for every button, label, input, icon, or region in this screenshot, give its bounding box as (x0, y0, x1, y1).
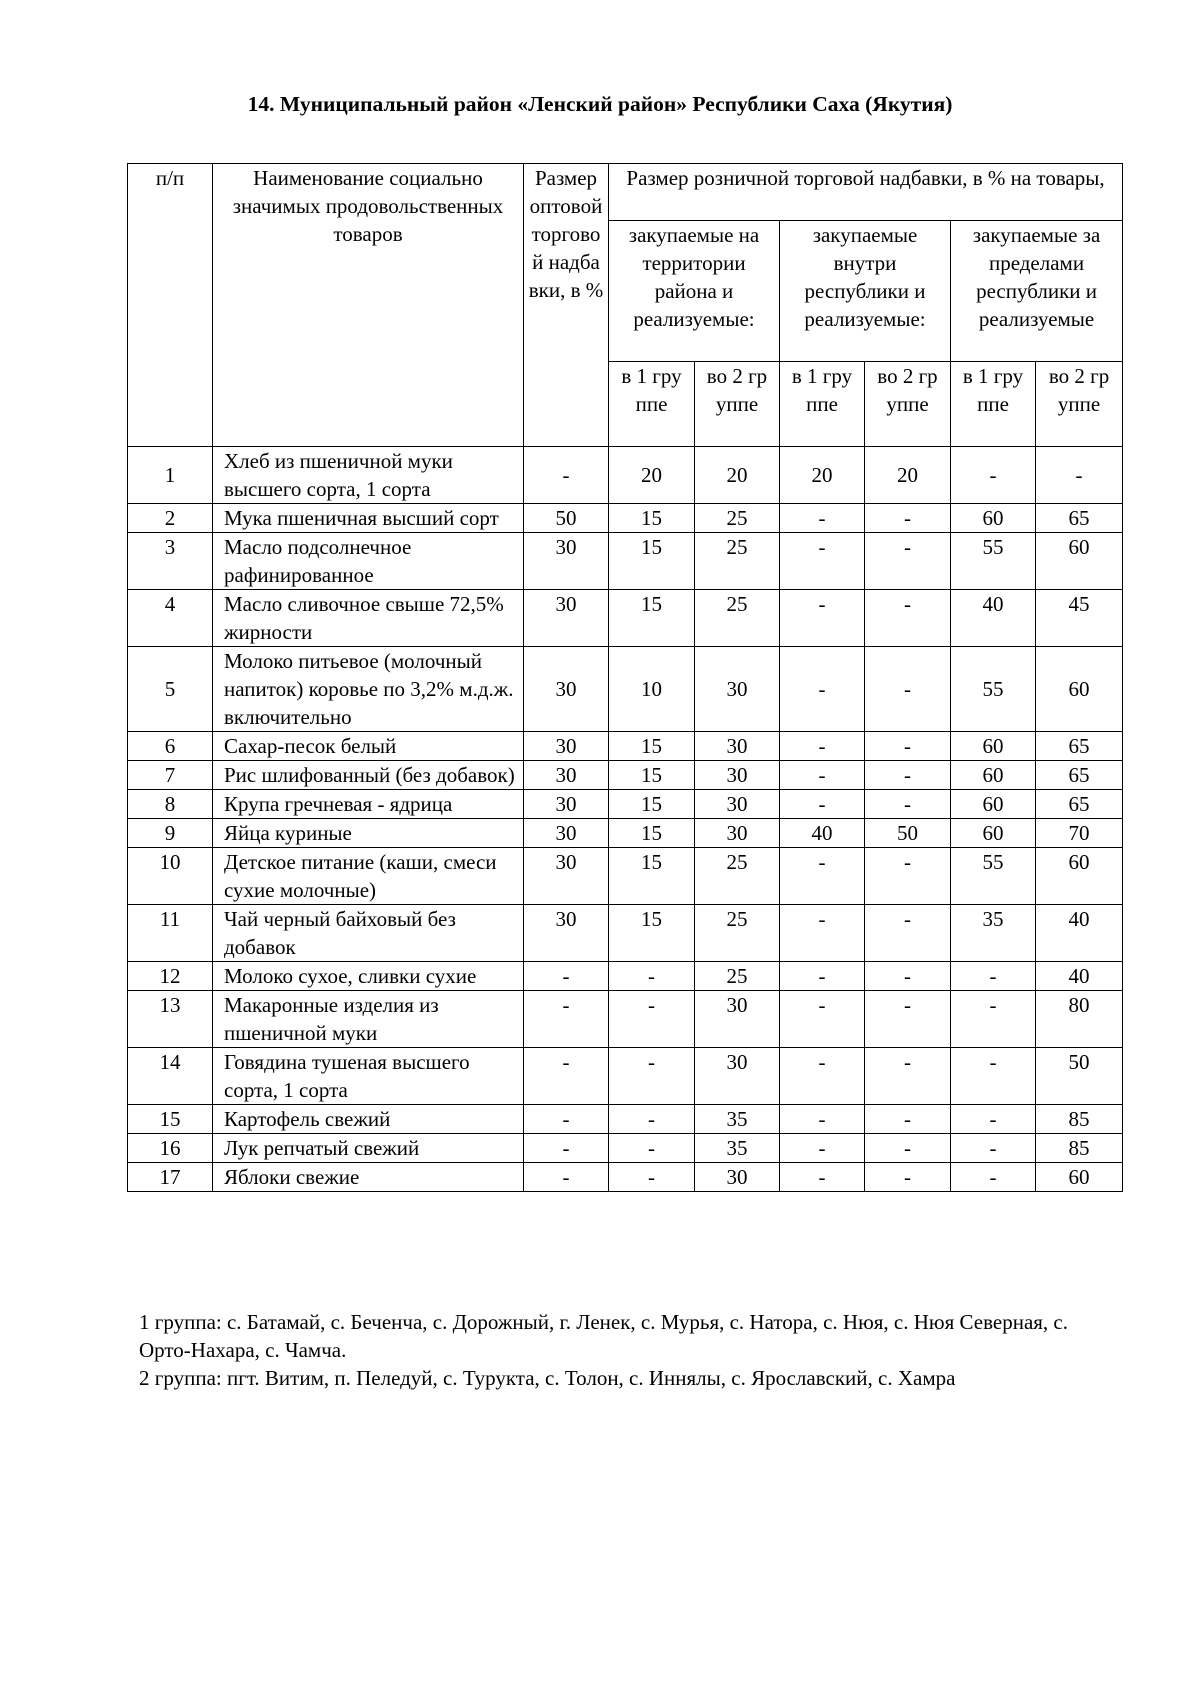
markup-value: 85 (1036, 1105, 1123, 1134)
markup-value: - (524, 962, 609, 991)
markup-value: 30 (695, 1048, 780, 1105)
product-name: Яблоки свежие (213, 1163, 524, 1192)
markup-value: - (780, 761, 865, 790)
table-row (128, 991, 1123, 1048)
header-group1: в 1 группе (780, 362, 865, 447)
markup-value: 25 (695, 962, 780, 991)
markup-value: - (609, 962, 695, 991)
table-row (128, 1134, 1123, 1163)
markup-value: - (865, 1134, 951, 1163)
markup-value: 30 (695, 732, 780, 761)
markup-value: 65 (1036, 732, 1123, 761)
row-number: 8 (128, 790, 213, 819)
markup-value: 50 (524, 504, 609, 533)
markup-value: - (865, 761, 951, 790)
markup-value: - (780, 504, 865, 533)
table-row (128, 1163, 1123, 1192)
table-row (128, 504, 1123, 533)
markup-value: 25 (695, 905, 780, 962)
markup-value: - (780, 962, 865, 991)
product-name: Макаронные изделия из пшеничной муки (213, 991, 524, 1048)
markup-value: - (780, 533, 865, 590)
markup-value: 30 (695, 761, 780, 790)
markup-value: - (524, 447, 609, 504)
header-group1: в 1 группе (951, 362, 1036, 447)
table-row (128, 1048, 1123, 1105)
markup-value: 20 (865, 447, 951, 504)
header-group2: во 2 группе (865, 362, 951, 447)
markup-value: - (865, 1105, 951, 1134)
product-name: Хлеб из пшеничной муки высшего сорта, 1 сорта (213, 447, 524, 504)
product-name: Крупа гречневая - ядрица (213, 790, 524, 819)
markup-value: 45 (1036, 590, 1123, 647)
markup-value: 60 (1036, 1163, 1123, 1192)
markup-value: - (524, 1134, 609, 1163)
markup-value: 30 (695, 790, 780, 819)
markup-value: - (951, 447, 1036, 504)
markup-value: - (865, 905, 951, 962)
row-number: 10 (128, 848, 213, 905)
markup-value: - (951, 991, 1036, 1048)
product-name: Рис шлифованный (без добавок) (213, 761, 524, 790)
table-row (128, 790, 1123, 819)
header-num: п/п (128, 164, 213, 447)
markup-value: - (524, 1163, 609, 1192)
markup-value: 30 (695, 647, 780, 732)
table-row (128, 819, 1123, 848)
notes (139, 1308, 1099, 1392)
row-number: 5 (128, 647, 213, 732)
row-number: 15 (128, 1105, 213, 1134)
product-name: Говядина тушеная высшего сорта, 1 сорта (213, 1048, 524, 1105)
markup-value: 65 (1036, 504, 1123, 533)
header-purchased-district: закупаемые на территории района и реализуемые: (609, 221, 780, 362)
markup-value: 30 (524, 819, 609, 848)
markup-value: 15 (609, 905, 695, 962)
markup-value: 15 (609, 533, 695, 590)
row-number: 11 (128, 905, 213, 962)
markup-value: 30 (524, 905, 609, 962)
header-purchased-outside: закупаемые за пределами республики и реализуемые (951, 221, 1123, 362)
markup-value: 55 (951, 848, 1036, 905)
markup-value: 40 (1036, 962, 1123, 991)
row-number: 4 (128, 590, 213, 647)
table-row (128, 647, 1123, 732)
markup-value: 70 (1036, 819, 1123, 848)
header-name: Наименование социально значимых продовольственных товаров (213, 164, 524, 447)
row-number: 6 (128, 732, 213, 761)
table-row (128, 1105, 1123, 1134)
markup-value: 30 (695, 1163, 780, 1192)
markup-value: 35 (695, 1105, 780, 1134)
markup-value: 55 (951, 647, 1036, 732)
markup-value: 65 (1036, 761, 1123, 790)
row-number: 12 (128, 962, 213, 991)
markup-value: 60 (1036, 647, 1123, 732)
markup-value: 60 (951, 732, 1036, 761)
header-retail: Размер розничной торговой надбавки, в % на товары, (609, 164, 1123, 221)
note-group1: 1 группа: с. Батамай, с. Беченча, с. Дорожный, г. Ленек, с. Мурья, с. Натора, с. Нюя, с. Нюя Северная, с. Орто-Нахара, с. Чамча. (139, 1310, 1069, 1362)
markup-value: - (524, 1048, 609, 1105)
markup-value: - (865, 1163, 951, 1192)
markup-value: 30 (524, 647, 609, 732)
row-number: 17 (128, 1163, 213, 1192)
markup-value: 35 (951, 905, 1036, 962)
markup-value: 15 (609, 590, 695, 647)
markup-value: - (780, 647, 865, 732)
markup-value: 80 (1036, 991, 1123, 1048)
row-number: 13 (128, 991, 213, 1048)
product-name: Молоко питьевое (молочный напиток) коровье по 3,2% м.д.ж. включительно (213, 647, 524, 732)
markup-value: 15 (609, 819, 695, 848)
markup-value: 55 (951, 533, 1036, 590)
header-row-1 (128, 164, 1123, 221)
markup-value: - (780, 590, 865, 647)
markup-value: - (524, 991, 609, 1048)
product-name: Масло сливочное свыше 72,5% жирности (213, 590, 524, 647)
markup-value: 30 (524, 533, 609, 590)
markup-value: - (780, 1105, 865, 1134)
markup-value: 25 (695, 533, 780, 590)
header-group2: во 2 группе (695, 362, 780, 447)
markup-value: 50 (865, 819, 951, 848)
markup-value: 30 (524, 761, 609, 790)
markup-value: - (865, 533, 951, 590)
markup-value: 20 (780, 447, 865, 504)
markup-value: 15 (609, 504, 695, 533)
table-row (128, 905, 1123, 962)
markup-value: 60 (1036, 533, 1123, 590)
markup-value: 20 (609, 447, 695, 504)
product-name: Сахар-песок белый (213, 732, 524, 761)
header-group1: в 1 группе (609, 362, 695, 447)
markup-value: - (1036, 447, 1123, 504)
markup-value: 30 (695, 991, 780, 1048)
markup-value: - (951, 1134, 1036, 1163)
markup-value: - (780, 1163, 865, 1192)
markup-value: 15 (609, 790, 695, 819)
markup-value: 40 (951, 590, 1036, 647)
product-name: Картофель свежий (213, 1105, 524, 1134)
markup-value: 15 (609, 761, 695, 790)
header-purchased-republic: закупаемые внутри республики и реализуемые: (780, 221, 951, 362)
markup-value: 15 (609, 732, 695, 761)
markup-value: 60 (951, 761, 1036, 790)
markup-value: - (780, 732, 865, 761)
markup-value: - (951, 1048, 1036, 1105)
markup-value: - (865, 732, 951, 761)
markup-value: 25 (695, 590, 780, 647)
markup-value: - (951, 1105, 1036, 1134)
note-group2: 2 группа: пгт. Витим, п. Пеледуй, с. Турукта, с. Толон, с. Иннялы, с. Ярославский, с. Хамра (139, 1366, 956, 1390)
markup-value: 85 (1036, 1134, 1123, 1163)
markup-value: - (609, 1105, 695, 1134)
table-row (128, 761, 1123, 790)
markup-value: - (524, 1105, 609, 1134)
markup-value: 25 (695, 504, 780, 533)
page-title: 14. Муниципальный район «Ленский район» Республики Саха (Якутия) (247, 92, 953, 116)
markup-value: - (865, 1048, 951, 1105)
product-name: Детское питание (каши, смеси сухие молочные) (213, 848, 524, 905)
markup-value: - (951, 962, 1036, 991)
row-number: 3 (128, 533, 213, 590)
markup-value: - (609, 1048, 695, 1105)
markup-value: 40 (1036, 905, 1123, 962)
markup-table (127, 163, 1123, 1192)
row-number: 14 (128, 1048, 213, 1105)
markup-value: - (780, 905, 865, 962)
markup-value: 25 (695, 848, 780, 905)
row-number: 7 (128, 761, 213, 790)
product-name: Молоко сухое, сливки сухие (213, 962, 524, 991)
markup-value: - (865, 504, 951, 533)
product-name: Яйца куриные (213, 819, 524, 848)
row-number: 9 (128, 819, 213, 848)
markup-value: 30 (524, 848, 609, 905)
row-number: 1 (128, 447, 213, 504)
table-row (128, 848, 1123, 905)
markup-value: - (780, 991, 865, 1048)
markup-value: - (865, 590, 951, 647)
header-wholesale: Размер оптовой торговой надбавки, в % (524, 164, 609, 447)
markup-value: 40 (780, 819, 865, 848)
markup-value: 30 (524, 732, 609, 761)
markup-value: - (865, 790, 951, 819)
markup-value: - (609, 1134, 695, 1163)
markup-value: 60 (1036, 848, 1123, 905)
markup-value: - (865, 962, 951, 991)
markup-value: 20 (695, 447, 780, 504)
markup-value: 35 (695, 1134, 780, 1163)
header-group2: во 2 группе (1036, 362, 1123, 447)
product-name: Лук репчатый свежий (213, 1134, 524, 1163)
markup-value: - (609, 991, 695, 1048)
table-row (128, 447, 1123, 504)
markup-value: 30 (524, 590, 609, 647)
table-row (128, 962, 1123, 991)
markup-value: 65 (1036, 790, 1123, 819)
markup-value: 50 (1036, 1048, 1123, 1105)
markup-value: - (780, 848, 865, 905)
markup-value: 60 (951, 790, 1036, 819)
product-name: Мука пшеничная высший сорт (213, 504, 524, 533)
markup-value: 60 (951, 819, 1036, 848)
product-name: Масло подсолнечное рафинированное (213, 533, 524, 590)
table-row (128, 590, 1123, 647)
markup-value: - (780, 790, 865, 819)
markup-value: - (609, 1163, 695, 1192)
markup-value: - (951, 1163, 1036, 1192)
markup-value: - (865, 991, 951, 1048)
markup-value: - (865, 848, 951, 905)
row-number: 16 (128, 1134, 213, 1163)
table-row (128, 732, 1123, 761)
markup-value: - (780, 1048, 865, 1105)
markup-value: 30 (524, 790, 609, 819)
row-number: 2 (128, 504, 213, 533)
markup-value: 10 (609, 647, 695, 732)
product-name: Чай черный байховый без добавок (213, 905, 524, 962)
markup-value: 15 (609, 848, 695, 905)
markup-value: 60 (951, 504, 1036, 533)
markup-value: 30 (695, 819, 780, 848)
table-body (128, 164, 1123, 1192)
markup-value: - (865, 647, 951, 732)
markup-value: - (780, 1134, 865, 1163)
table-row (128, 533, 1123, 590)
